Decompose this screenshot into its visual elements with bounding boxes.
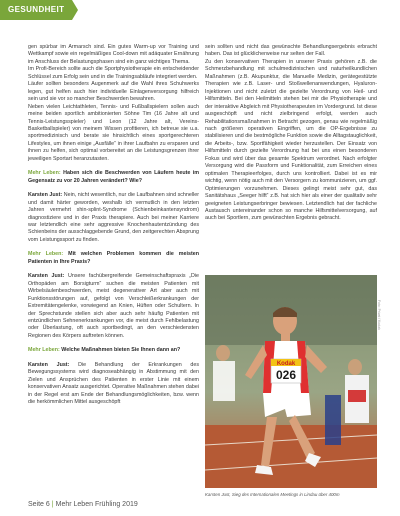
answer-text: Die Behandlung der Erkrankungen des Bewegungssystems wird diagnoseabhängig in Abstimmung mit den Zielen und Ansprüchen des Patienten in erster Linie mit einem konservativen Ansatz ausgerichtet. Operative Maßnahmen stehen dabei in der Regel erst am Ende der Behandlungsmöglichkeiten, bzw. wenn die herkömmlichen Mittel ausgeschöpft xyxy=(28,361,199,406)
interview-block xyxy=(28,347,199,406)
photo-credit: Foto: Privat / Kodak xyxy=(377,300,381,330)
photo-caption: Karsten Just, Sieg des Internationalen Meetings in Lindau über 400m xyxy=(205,492,340,497)
interview-question xyxy=(28,347,199,354)
body-paragraph: Läufer sollten besonders Augenmerk auf die Wahl ihres Schuhwerks legen, gut helfen auch hier individuelle Einlagenversorgung hilfreich sein und sie vor so mancher Beschwerden bewahren. xyxy=(28,81,199,103)
question-text: Mit welchen Problemen kommen die meisten Patienten in Ihre Praxis? xyxy=(28,251,199,265)
question-text: Haben sich die Beschwerden von Läufern heute im Gegensatz zu vor 20 Jahren verändert? Wie? xyxy=(28,170,199,184)
page-number: Seite 6 xyxy=(28,501,50,508)
answer-text: Nein, nicht wesentlich, nur die Laufbahnen sind schneller und damit härter geworden, weshalb ich vermutlich in den letzten Jahren vermehrt shin-splint-Syndrome (Schienbeinkantensyndrom) diagnostiziere und in der Praxis therapiere. Auch bei meiner Karriere war letztendlich eine sehr aggressive Knochenhautentzündung des Schienbeins der ausschlaggebende Grund, den zeitgerechten Absprung vom Leistungssport zu finden. xyxy=(28,192,199,243)
right-column xyxy=(205,44,377,223)
body-paragraph: Zu den konservativen Therapien in unserer Praxis gehören z.B. die Schmerzbehandlung mit schulmedizinischen und naturheilkundlichen Maßnahmen (z.B. Akupunktur, die Manuelle Medizin, gerätegestützte Therapien wie z.B. Laser- und Stoßwellenanwendungen, Hyaluron-Injektionen und nicht zuletzt die gezielte Verordnung von Heil- und Hilfsmitteln. Bei den Heilmitteln stehen bei mir die Physiotherapie und der interaktive Abgleich mit Physiotherapeuten im Vordergrund. Ist diese ausgeschöpft und nicht zielbringend erfolgt, werden auch Rehabilitationsmaßnahmen in Betracht gezogen, genau wie regelmäßig nach größeren operativen Eingriffen, um die OP-Ergebnisse zu stabilisieren und die bestmögliche Funktion sowie die Alltagstauglichkeit, die Arbeits-, bzw. Sportfähigkeit wieder herzustellen. Der Einsatz von Hilfsmitteln durch gezielte Verordnung hat bei uns einen besonderen Fokus und wird über das gesamte Spektrum verordnet. Nach erfolgter Versorgung wird die Passform und Funktionalität, zum Erreichen eines optimalen Therapieerfolges, durch uns kontrolliert. Dabei ist es mir wichtig, wenn nötig auch mit den Versorgern zu kommunizieren, um ggf. Optimierungen vorzunehmen. Dieses gelingt meist sehr gut, das Sanitätshaus „Seeger hilft“ z.B. hat sich hier als einer der qualitativ sehr geeigneten Leistungserbringer bewiesen. Letztendlich hat der fachliche Austausch untereinander schon so manche Hilfsmittelversorgung, auf auch bei Sportlern, zum gewünschten Ergebnis gebracht. xyxy=(205,58,377,222)
footer-separator: | xyxy=(51,501,54,508)
interviewee-label: Karsten Just: xyxy=(28,273,65,280)
body-paragraph: Im Profi-Bereich sollte auch die Sportphysiotherapie ein entscheidender Schlüssel zum Erfolg sein und in die Trainingsabläufe integriert werden. xyxy=(28,66,199,80)
left-column xyxy=(28,44,199,406)
interview-answer xyxy=(28,273,199,340)
section-label: GESUNDHEIT xyxy=(0,0,72,20)
interview-question xyxy=(28,251,199,266)
issue-label: Frühling 2019 xyxy=(94,501,138,508)
interviewee-label: Karsten Just: xyxy=(28,192,63,199)
page-footer xyxy=(28,501,138,508)
runner-illustration xyxy=(205,275,377,488)
interviewer-label: Mehr Leben: xyxy=(28,347,60,354)
interview-answer xyxy=(28,192,199,244)
interviewee-label: Karsten Just: xyxy=(28,361,70,368)
interview-answer xyxy=(28,362,199,407)
interview-question xyxy=(28,170,199,185)
interviewer-label: Mehr Leben: xyxy=(28,251,64,258)
magazine-name: Mehr Leben xyxy=(55,501,93,508)
runner-photo xyxy=(205,275,377,488)
body-paragraph: sein sollten und nicht das gewünschte Behandlungsergebnis erbracht haben. Das ist glücklicherweise nur selten der Fall. xyxy=(205,44,377,58)
bib-number: 026 xyxy=(275,368,297,382)
body-paragraph: Neben vielen Leichtathleten, Tennis- und Fußballspielern sollen auch meine beiden sportlich ambitionierten Söhne Tim (16 Jahre alt und Tennis-Leistungsspieler) und Leon (12 Jahre alt, Vereins-Basketballspieler) von meinem Wissen profitieren, ich betreue sie u.a. sportmedizinisch und berate sie hinsichtlich eines sportgerechteren Lifestyles, um ihnen einige „Ausfälle“ in ihrer Laufbahn zu ersparen und ihnen zu helfen, sich optimal vorbereitet an die Leistungsgrenzen ihrer jeweiligen Sportart heranzutasten. xyxy=(28,103,199,162)
answer-text: Unsere fachübergreifende Gemeinschaftspraxis „Die Orthopäden am Borsigturm“ suchen die meisten Patienten mit Wirbelsäulenbeschwerden, meist degenerativer Art aber auch mit Funktionsstörungen auf, gefolgt von Verschleißerkrankungen der Extremitätengelenke, vorwiegend an Knien, Hüften oder Schultern. In der Sprechstunde stellen sich aber auch sehr häufig Patienten mit entzündlichen Sehnenerkrankungen vor, die meist durch Fehlbelastung oder Überlastung, oft auch sportbedingt, an den verschiedensten Regionen des Körpers auftreten können. xyxy=(28,273,199,339)
interviewer-label: Mehr Leben: xyxy=(28,170,61,177)
question-text: Welche Maßnahmen bieten Sie Ihnen dann an? xyxy=(61,347,181,354)
body-paragraph: gen spürbar im Armarsch sind. Ein gutes Warm-up vor Training und Wettkampf sowie ein regelmäßiges Cool-down mit adäquater Ernährung im Anschluss der Belastungsphasen sind ein ganz wichtiges Thema. xyxy=(28,44,199,65)
interview-block xyxy=(28,251,199,340)
bib-sponsor: Kodak xyxy=(276,361,296,367)
interview-block xyxy=(28,170,199,244)
